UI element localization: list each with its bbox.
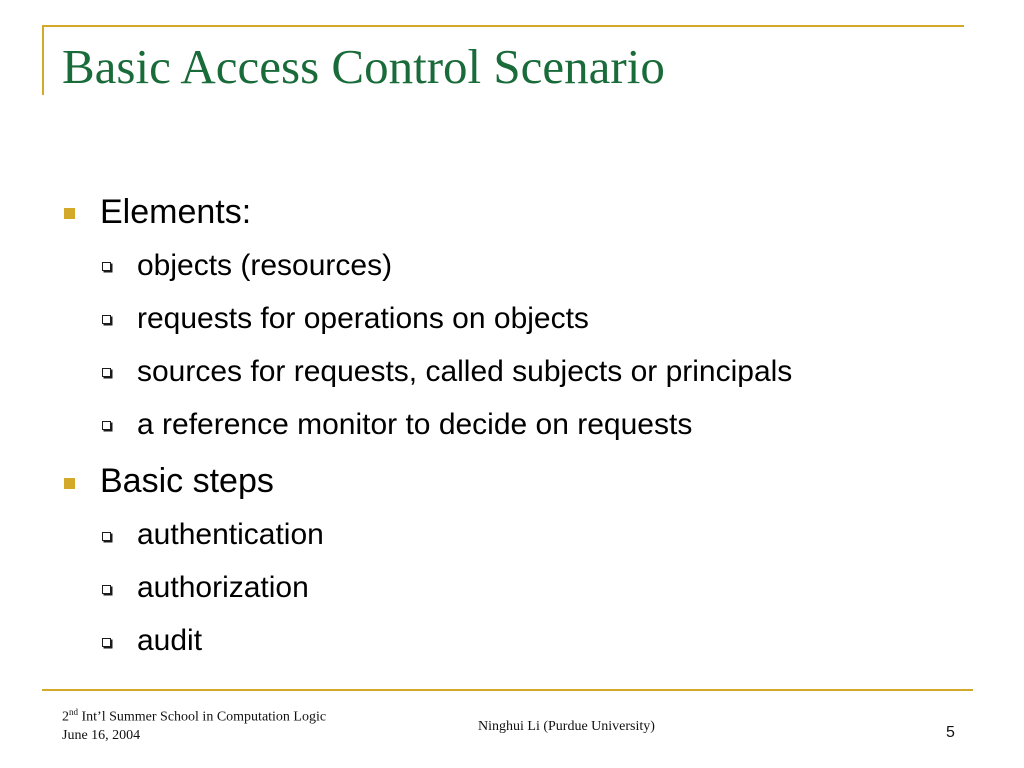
list-item: sources for requests, called subjects or principals [137, 355, 793, 388]
hollow-square-bullet-icon [102, 315, 111, 324]
hollow-square-bullet-icon [102, 421, 111, 430]
list-item: objects (resources) [137, 249, 393, 282]
slide-title: Basic Access Control Scenario [62, 39, 665, 94]
footer-author: Ninghui Li (Purdue University) [478, 719, 655, 734]
event-ordinal-suffix: nd [69, 707, 78, 717]
bottom-divider [42, 689, 973, 691]
hollow-square-bullet-icon [102, 585, 111, 594]
left-divider [42, 25, 44, 95]
hollow-square-bullet-icon [102, 368, 111, 377]
section-label-elements: Elements: [100, 193, 252, 231]
list-item: a reference monitor to decide on requests [137, 408, 693, 441]
square-bullet-icon [64, 208, 75, 219]
top-divider [42, 25, 964, 27]
section-label-basic-steps: Basic steps [100, 462, 274, 500]
list-item: authorization [137, 571, 309, 604]
event-name: Int’l Summer School in Computation Logic [78, 709, 327, 725]
footer-date: June 16, 2004 [62, 728, 141, 743]
list-item: requests for operations on objects [137, 302, 589, 335]
hollow-square-bullet-icon [102, 532, 111, 541]
list-item: authentication [137, 518, 324, 551]
event-ordinal: 2 [62, 709, 69, 725]
footer-event [62, 707, 326, 726]
list-item: audit [137, 624, 203, 657]
page-number: 5 [946, 724, 955, 741]
hollow-square-bullet-icon [102, 638, 111, 647]
square-bullet-icon [64, 478, 75, 489]
hollow-square-bullet-icon [102, 262, 111, 271]
